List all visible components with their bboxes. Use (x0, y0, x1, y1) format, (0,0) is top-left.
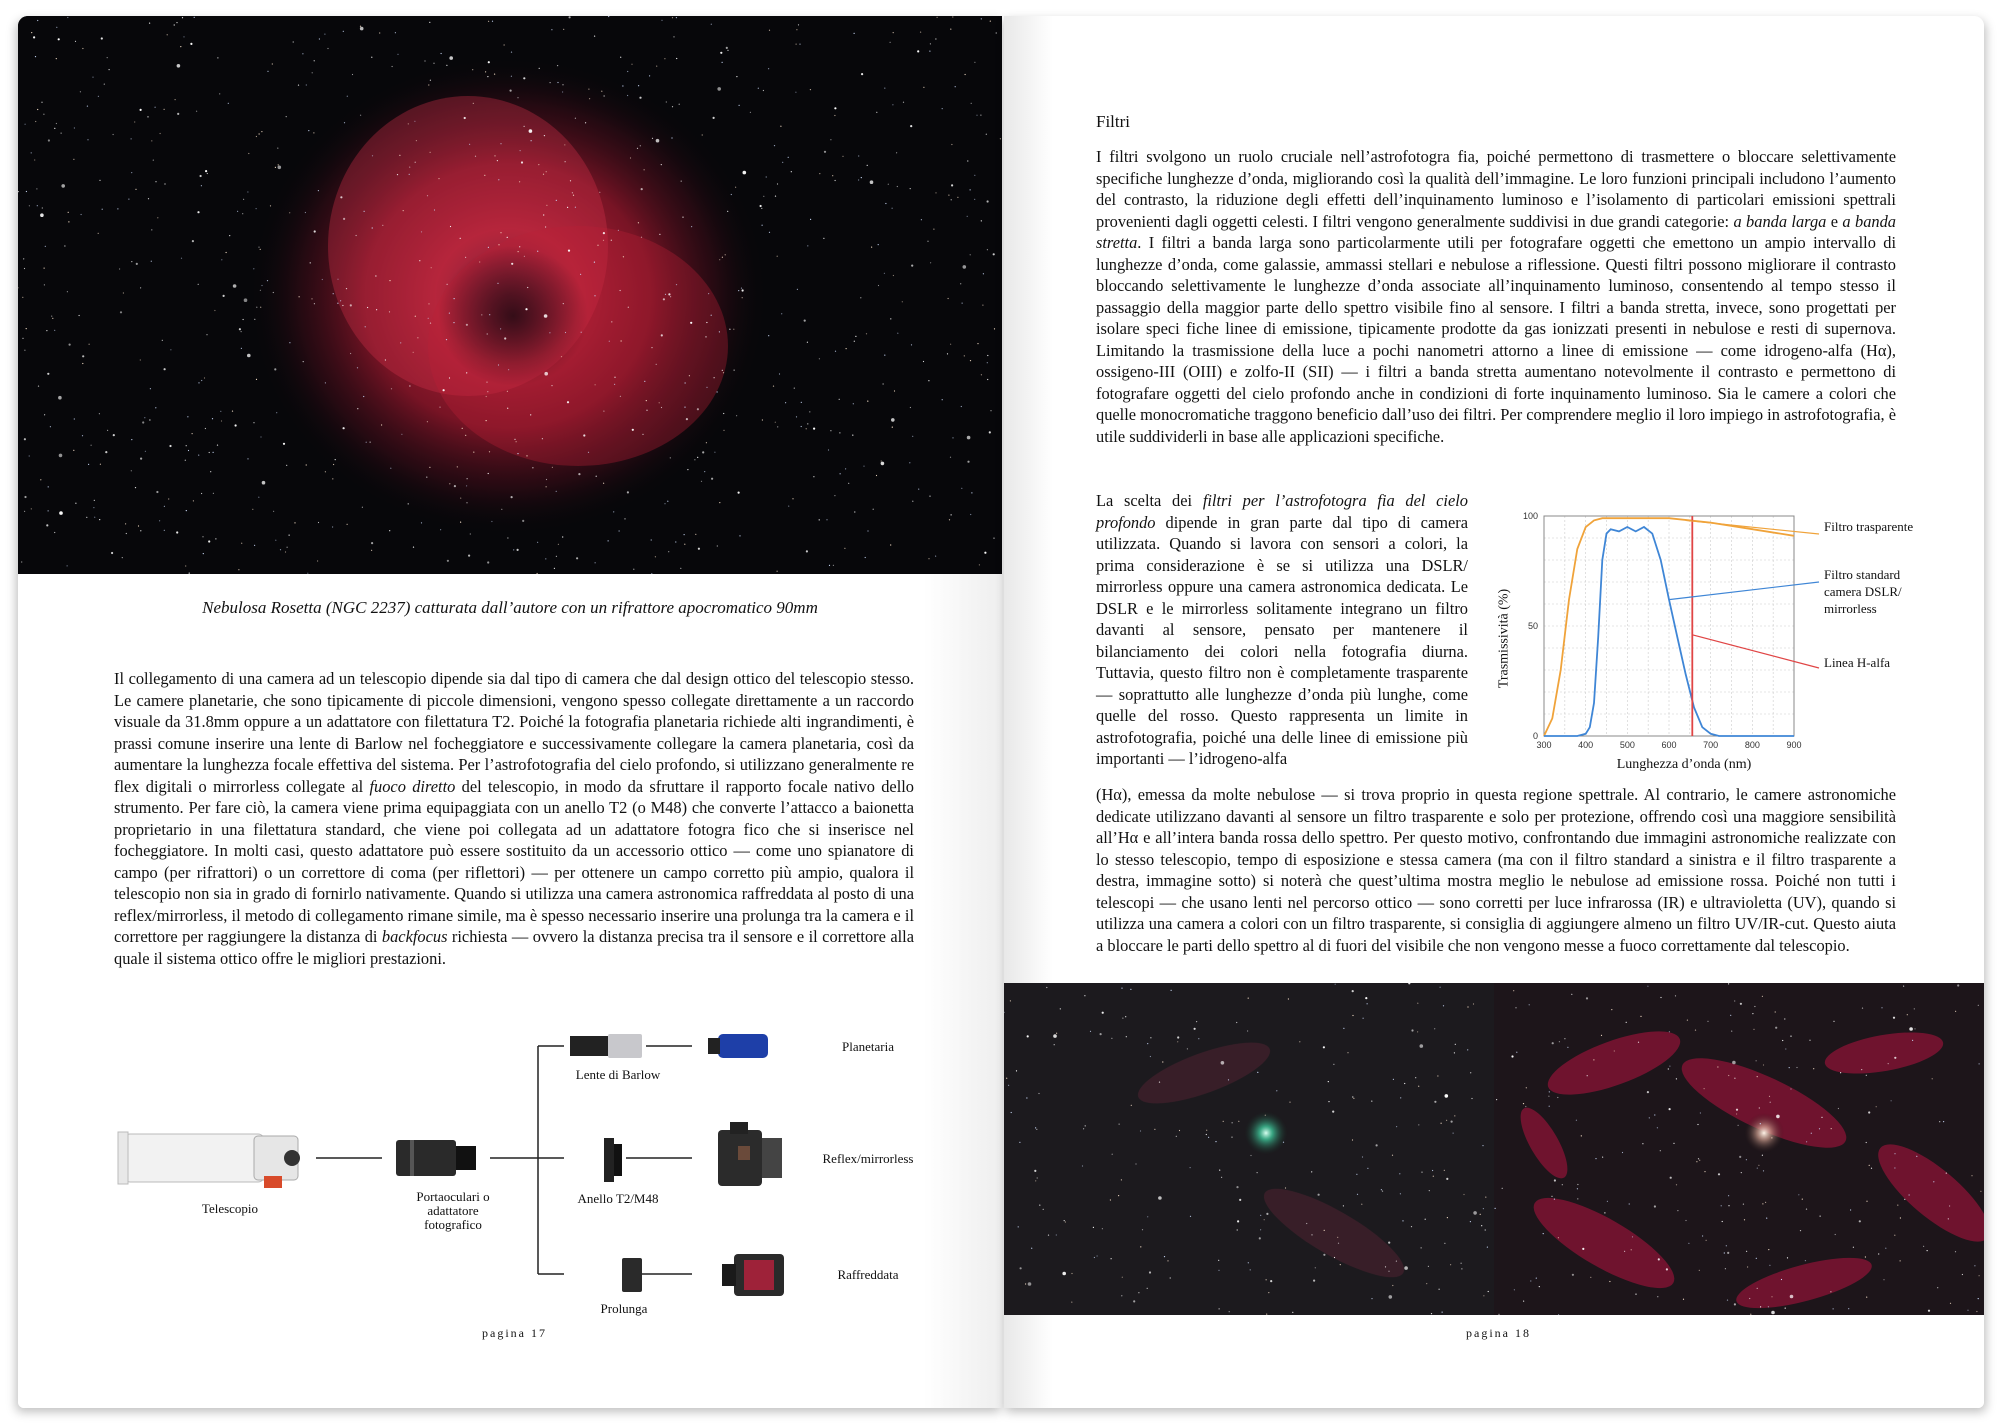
text-run: del telescopio, in modo da sfruttare il rapporto focale nativo dello strumento. Per fare ciò, la camera viene prima equipaggiata con un anello T2 (o M48) che converte l’attacco a baionetta proprietario in una filettatura standard, che viene poi collegata ad un adattatore fotogra fico che si inserisce nel focheggiatore. In molti casi, questo adattatore può essere sostituito da un accessorio ottico — come uno spianatore di campo (per rifrattori) o un correttore di coma (per riflettori) — per ottenere un campo corretto più ampio, qualora il telescopio non sia in grado di fornirlo nativamente. Quando si utilizza una camera astronomica raffreddata al posto di una reflex/mirrorless, il metodo di collegamento rimane simile, ma è spesso necessario inserire una prolunga tra la camera e il correttore per raggiungere la distanza di (114, 776, 914, 946)
diagram-label-planetary: Planetaria (842, 1039, 894, 1054)
italic-text-run: fuoco diretto (369, 776, 456, 796)
filters-bottom-paragraph (1096, 784, 1896, 956)
text-run: La scelta dei (1096, 491, 1203, 510)
leader-line-halpha (1692, 635, 1819, 668)
left-page (18, 16, 1002, 1408)
right-page (1004, 16, 1984, 1408)
x-tick-label: 400 (1578, 740, 1594, 750)
adapter-icon (396, 1140, 476, 1176)
italic-text-run: a banda stretta (1096, 211, 1896, 252)
rosette-nebula-image (18, 16, 1002, 574)
diagram-label-extension: Prolunga (600, 1301, 648, 1316)
x-tick-label: 900 (1786, 740, 1802, 750)
page-number-17: pagina 17 (482, 1326, 547, 1340)
italic-text-run: a banda larga (1733, 211, 1827, 231)
y-tick-label: 100 (1522, 511, 1538, 521)
x-tick-label: 500 (1619, 740, 1635, 750)
transmission-chart-svg (1494, 496, 1964, 776)
italic-text-run: backfocus (381, 927, 448, 946)
text-run: . I filtri a banda larga sono particolarmente utili per fotografare oggetti che emettono un ampio intervallo di lunghezze d’onda, come galassie, ammassi stellari e nebulose a riflessione. Questi filtri possono migliorare il contrasto bloccando selettivamente le lunghezze d’onda associate all’inquinamento luminoso, consentendo al tempo stesso il passaggio della maggior parte dello spettro visibile fino al sensore. I filtri a banda stretta, invece, sono progettati per isolare speci fiche linee di emissione, tipicamente prodotte da gas ionizzati presenti in nebulose e resti di supernova. Limitando la trasmissione della luce a pochi nanometri attorno a linee di emissione — come idrogeno-alfa (Hα), ossigeno-III (OIII) e zolfo-II (SII) — i filtri a banda stretta aumentano notevolmente il contrasto e permettono di fotografare oggetti del cielo profondo anche in condizioni di forte inquinamento luminoso. Sia le camere a colori che quelle monocromatiche traggono beneficio dall’uso dei filtri. Per comprendere meglio il loro impiego in astrofotografia, è utile suddividerli in base alle applicazioni specifiche. (1096, 233, 1896, 446)
left-body-paragraph (114, 668, 914, 969)
legend-h-alpha: Linea H-alfa (1824, 655, 1891, 670)
chart-ylabel: Trasmissività (%) (1496, 588, 1512, 689)
left-paragraph-text (114, 668, 914, 969)
text-run: Il collegamento di una camera ad un telescopio dipende sia dal tipo di camera che dal design ottico del telescopio stesso. Le camere planetarie, che sono tipicamente di piccole dimensioni, vengono spesso collegate direttamente a un raccordo visuale da 31.8mm oppure a un adattatore con filettatura T2. Poiché la fotografia planetaria richiede alti ingrandimenti, è prassi comune inserire una lente di Barlow nel focheggiatore e successivamente collegare la camera planetaria, così da aumentare la lunghezza focale effettiva del sistema. Per l’astrofotografia del cielo profondo, si utilizzano generalmente re flex digitali o mirrorless collegate al (114, 669, 914, 796)
text-run: e (1826, 211, 1843, 231)
chart-xlabel: Lunghezza d’onda (nm) (1616, 757, 1752, 772)
x-tick-label: 300 (1536, 740, 1552, 750)
rosette-nebula-photo (18, 16, 1002, 574)
planetary-camera-icon (708, 1034, 768, 1058)
text-run: richiesta — ovvero la distanza precisa tra il sensore e il correttore alla quale il sistema ottico offre le migliori prestazioni. (114, 927, 914, 968)
filters-bottom-text: (Hα), emessa da molte nebulose — si trova proprio in questa regione spettrale. Al contrario, le camere astronomiche dedicate utilizzano davanti al sensore un filtro trasparente e solo per protezione, offrendo così una maggiore sensibilità all’Hα e all’intera banda rossa dello spettro. Per questo motivo, confrontando due immagini astronomiche realizzate con lo stesso telescopio, tempo di esposizione e stessa camera (ma con il filtro standard a sinistra e il filtro trasparente a destra, immagine sotto) si noterà che quest’ultima mostra meglio le nebulose ad emissione rossa. Poiché non tutti i telescopi — che usano lenti nel percorso ottico — sono corretti per luce infrarossa (IR) e ultravioletta (UV), quando si utilizza una camera a colori con un filtro trasparente, si consiglia di aggiungere almeno un filtro UV/IR-cut. Questo aiuta a bloccare le parti dello spettro al di fuori del visibile che non vengono messe a fuoco correttamente dal telescopio. (1096, 785, 1896, 955)
leader-line-clear (1686, 520, 1819, 534)
text-run: I filtri svolgono un ruolo cruciale nell’astrofotogra fia, poiché permettono di trasmettere o bloccare selettivamente specifiche lunghezze d’onda, migliorando così la qualità dell’immagine. Le loro funzioni principali includono l’aumento del contrasto, la riduzione degli effetti dell’inquinamento luminoso e l’isolamento di particolari emissioni spettrali provenienti dagli oggetti celesti. I filtri vengono generalmente suddivisi in due grandi categorie: (1096, 147, 1896, 231)
filters-side-text (1096, 490, 1468, 770)
section-heading: Filtri (1096, 112, 1131, 131)
telescope-icon (118, 1132, 300, 1188)
diagram-label-barlow: Lente di Barlow (575, 1067, 661, 1082)
filters-side-paragraph (1096, 490, 1468, 770)
reflex-camera-icon (718, 1122, 782, 1186)
text-run: dipende in gran parte dal tipo di camera utilizzata. Quando si lavora con sensori a colori, la prima considerazione è se si utilizza una DSLR/ mirrorless oppure una camera astronomica dedicata. Le DSLR e le mirrorless solitamente integrano un filtro davanti al sensore, pensato per mantenere il bilanciamento dei colori nella fotografia diurna. Tuttavia, questo filtro non è completamente trasparente — soprattutto alle lunghezze d’onda più lunghe, come quelle del rosso. Questo rappresenta un limite in astrofotografia, poiché una delle linee di emissione più importanti — l’idrogeno-alfa (1096, 512, 1468, 768)
series-line-0 (1544, 518, 1794, 736)
t2-ring-icon (604, 1138, 622, 1182)
comparison-image (1004, 983, 1984, 1315)
filters-intro-paragraph (1096, 146, 1896, 447)
x-tick-label: 800 (1744, 740, 1760, 750)
y-tick-label: 50 (1527, 621, 1538, 631)
transmission-chart (1494, 496, 1964, 776)
cooled-camera-icon (722, 1254, 784, 1296)
y-tick-label: 0 (1532, 731, 1538, 741)
comparison-photo (1004, 983, 1984, 1315)
diagram-label-adapter: Portaoculari o adattatore fotografico (416, 1189, 490, 1232)
diagram-label-telescope: Telescopio (201, 1201, 259, 1216)
barlow-lens-icon (570, 1034, 642, 1058)
legend-standard-filter: Filtro standard camera DSLR/ mirrorless (1824, 567, 1902, 616)
page-number-18: pagina 18 (1466, 1326, 1531, 1340)
diagram-label-t2-ring: Anello T2/M48 (577, 1191, 659, 1206)
filters-intro-text (1096, 146, 1896, 447)
photo-caption: Nebulosa Rosetta (NGC 2237) catturata dall’autore con un rifrattore apocromatico 90mm (202, 598, 818, 617)
diagram-lines (18, 1016, 1002, 1336)
extension-tube-icon (622, 1258, 642, 1292)
x-tick-label: 600 (1661, 740, 1677, 750)
legend-clear-filter: Filtro trasparente (1824, 519, 1914, 534)
italic-text-run: filtri per l’astrofotogra fia del cielo profondo (1096, 491, 1468, 532)
diagram-label-cooled: Raffreddata (837, 1267, 899, 1282)
diagram-label-reflex: Reflex/mirrorless (822, 1151, 914, 1166)
x-tick-label: 700 (1703, 740, 1719, 750)
camera-connection-diagram (18, 1016, 1002, 1336)
